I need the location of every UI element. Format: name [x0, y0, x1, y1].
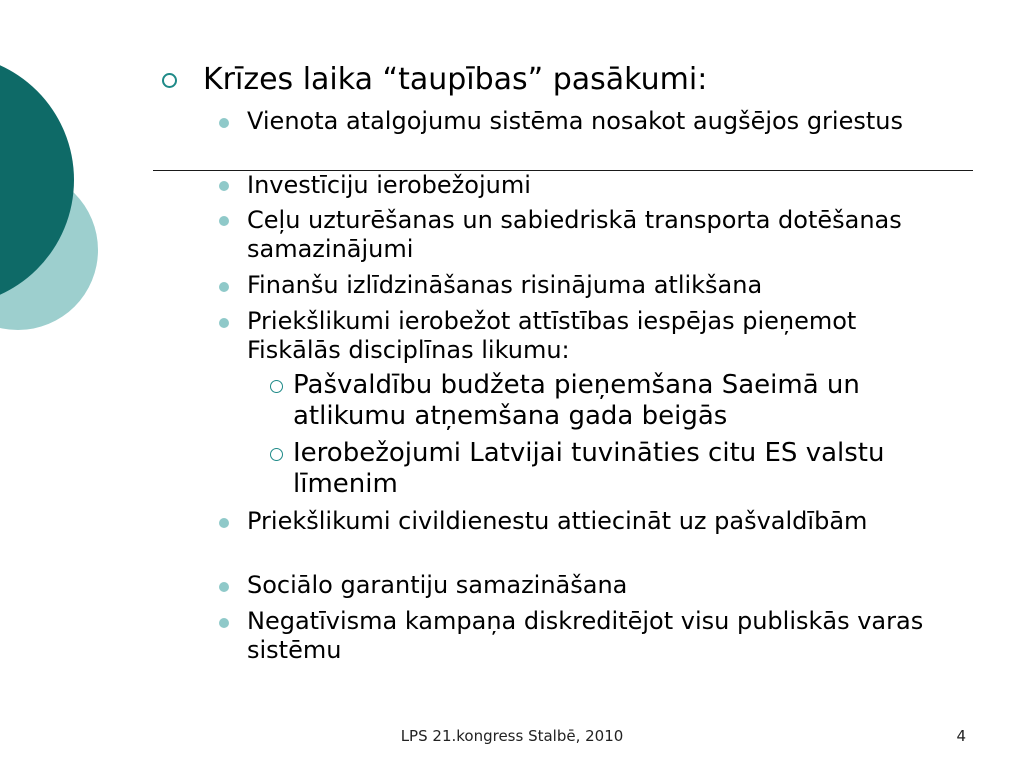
bullet-item: Finanšu izlīdzināšanas risinājuma atlikšana [247, 271, 763, 299]
ring-sub-bullet-icon [270, 380, 283, 393]
dot-bullet-icon [219, 618, 229, 628]
bullet-item: Sociālo garantiju samazināšana [247, 571, 628, 599]
slide-heading: Krīzes laika “taupības” pasākumi: [203, 62, 708, 97]
bullet-item: Negatīvisma kampaņa diskreditējot visu publiskās varas sistēmu [247, 607, 924, 664]
bullet-item: Priekšlikumi civildienestu attiecināt uz pašvaldībām [247, 507, 868, 535]
dot-bullet-icon [219, 181, 229, 191]
bullet-item: Vienota atalgojumu sistēma nosakot augšējos griestus [247, 107, 903, 135]
dot-bullet-icon [219, 216, 229, 226]
dot-bullet-icon [219, 582, 229, 592]
dot-bullet-icon [219, 318, 229, 328]
sub-bullet-item: Pašvaldību budžeta pieņemšana Saeimā un atlikumu atņemšana gada beigās [293, 370, 860, 431]
bullet-item: Ceļu uzturēšanas un sabiedriskā transporta dotēšanas samazinājumi [247, 206, 902, 263]
ring-sub-bullet-icon [270, 448, 283, 461]
sub-bullet-item: Ierobežojumi Latvijai tuvināties citu ES valstu līmenim [293, 438, 885, 499]
page-number: 4 [956, 727, 966, 745]
dot-bullet-icon [219, 282, 229, 292]
dot-bullet-icon [219, 518, 229, 528]
ring-bullet-icon [162, 73, 177, 88]
footer-text: LPS 21.kongress Stalbē, 2010 [400, 727, 624, 745]
dot-bullet-icon [219, 118, 229, 128]
bullet-item: Priekšlikumi ierobežot attīstības iespējas pieņemot Fiskālās disciplīnas likumu: [247, 307, 857, 364]
bullet-item: Investīciju ierobežojumi [247, 171, 531, 199]
